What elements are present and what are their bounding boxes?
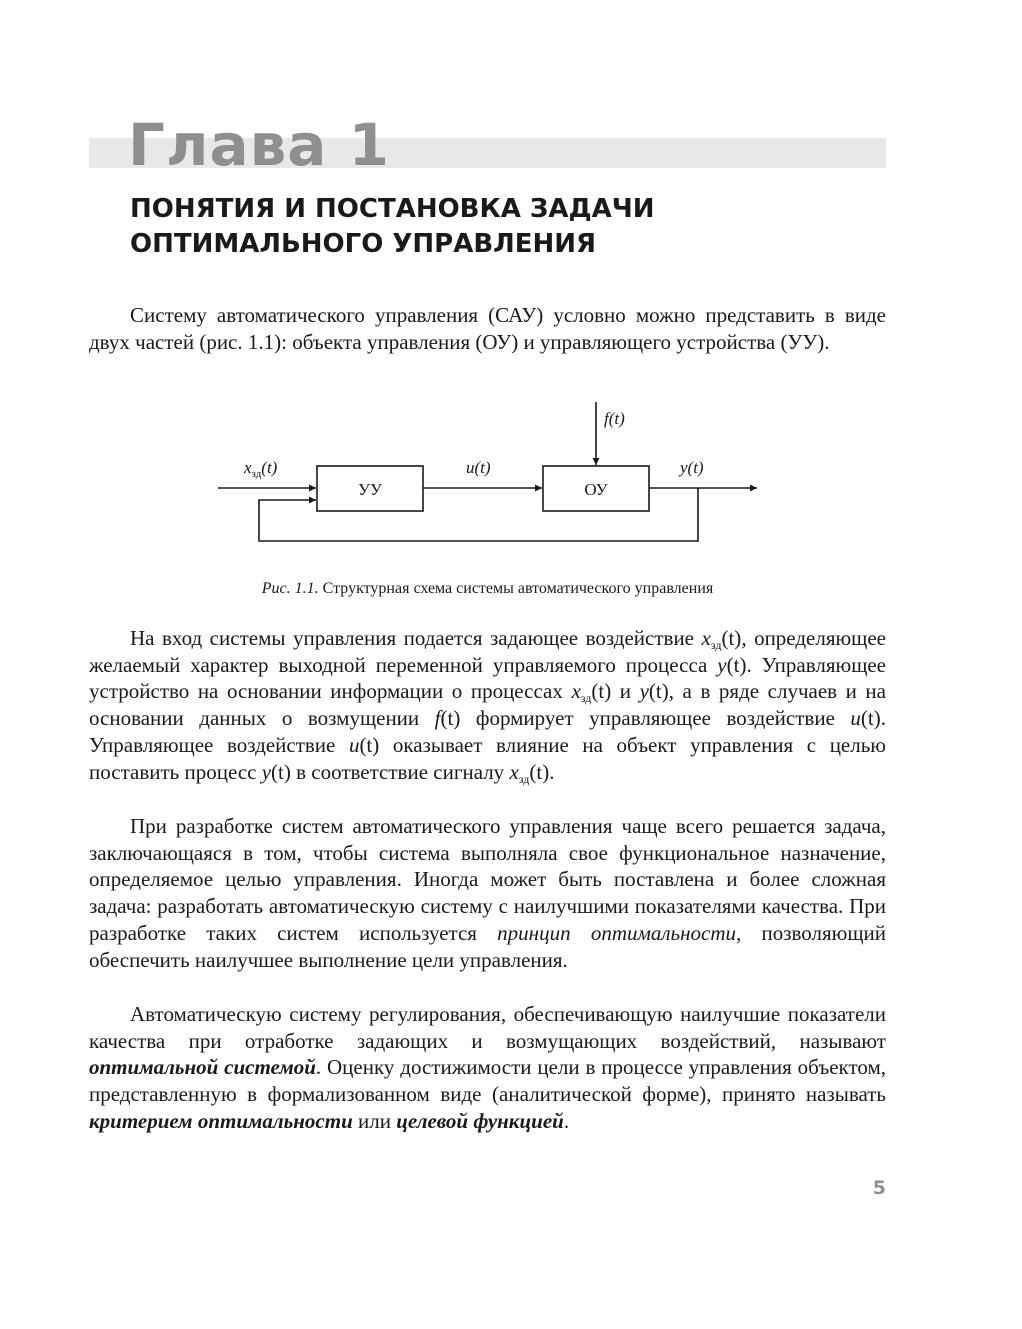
p2-text-8: оказывает влияние на объект управления с целью поставить процесс <box>89 732 886 784</box>
p4-text-1: Автоматическую систему регулирования, обеспечивающую наилучшие показатели качества при отработке задающих и возмущающих воздействий, называют <box>89 1002 886 1053</box>
p2-sub-zd: зд <box>580 691 592 706</box>
p3-text-1: При разработке систем автоматического управления чаще всего решается задача, заключающаяся в том, чтобы система выполняла свое функциональное назначение, определяемое целью управления. Иногда может быть поставлена и более сложная задача: разработать автоматическую систему с наилучшими показателями качества. При разработке таких систем используется <box>89 814 886 945</box>
p2-var-y: y <box>261 759 272 784</box>
disturbance-label: f(t) <box>604 409 625 428</box>
chapter-title-line1: ПОНЯТИЯ И ПОСТАНОВКА ЗАДАЧИ <box>130 194 655 224</box>
paragraph-inputs <box>89 625 886 785</box>
p2-var-x: x <box>701 626 711 650</box>
output-label: y(t) <box>680 458 704 477</box>
p2-arg: (t) <box>721 626 742 650</box>
p4-term-optimal-system: оптимальной системой <box>89 1055 316 1080</box>
p2-var-x: x <box>509 759 519 784</box>
p2-text-1: На вход системы управления подается задающее воздействие <box>130 626 702 650</box>
setpoint-label-arg: (t) <box>261 458 278 477</box>
p2-var-y: y <box>717 652 727 677</box>
p2-arg: (t) <box>440 706 461 731</box>
paragraph-optimality-principle <box>89 813 886 973</box>
p2-var-u: u <box>348 732 360 757</box>
p2-arg: (t) <box>726 652 747 677</box>
page-number: 5 <box>872 1177 886 1199</box>
p2-sub-zd: зд <box>518 771 530 786</box>
p2-text-5: , а в ряде случаев и на основании данных о возмущении <box>89 679 886 731</box>
setpoint-label-sub: зд <box>251 468 262 480</box>
paragraph-optimal-system <box>89 1001 886 1135</box>
figure-caption-text: Структурная схема системы автоматического управления <box>322 580 714 597</box>
p3-text-2: , позволяющий обеспечить наилучшее выполнение цели управления. <box>89 920 886 972</box>
p4-term-objective-function: целевой функцией <box>396 1108 564 1133</box>
p2-text-2: , определяющее желаемый характер выходной переменной управляемого процесса <box>89 626 886 677</box>
setpoint-label <box>243 458 278 480</box>
p2-sub-zd: зд <box>710 638 722 652</box>
figure-caption <box>89 578 886 600</box>
chapter-label: Глава 1 <box>128 111 390 179</box>
object-block-label: ОУ <box>584 480 608 499</box>
p2-arg: (t) <box>591 679 612 704</box>
p2-arg: (t) <box>271 759 291 784</box>
p2-text-10: . <box>549 759 555 784</box>
setpoint-label-var: x <box>244 458 252 477</box>
p4-text-2: . Оценку достижимости цели в процессе управления объектом, представленную в формализованном виде (аналитической форме), принято называть <box>89 1055 886 1107</box>
p2-text-4: и <box>611 679 640 704</box>
p2-arg: (t) <box>529 759 550 784</box>
control-label: u(t) <box>466 458 491 477</box>
p2-var-y: y <box>639 679 649 704</box>
figure-caption-label: Рис. 1.1. <box>261 580 319 597</box>
p2-arg: (t) <box>359 732 380 757</box>
p2-var-u: u <box>850 706 861 731</box>
p2-arg: (t) <box>860 706 881 731</box>
chapter-title-line2: ОПТИМАЛЬНОГО УПРАВЛЕНИЯ <box>130 229 597 259</box>
p2-text-7: . Управляющее воздействие <box>89 706 886 757</box>
paragraph-intro: Систему автоматического управления (САУ) условно можно представить в виде двух частей (рис. 1.1): объекта управления (ОУ) и управляющего устройства (УУ). <box>89 303 886 354</box>
p2-text-9: в соответствие сигналу <box>290 759 510 784</box>
controller-block-label: УУ <box>357 480 383 499</box>
p2-arg: (t) <box>648 679 669 704</box>
p2-text-3: . Управляющее устройство на основании информации о процессах <box>89 652 886 704</box>
p4-term-criterion: критерием оптимальности <box>89 1108 353 1133</box>
p2-text-6: формирует управляющее воздействие <box>460 706 851 731</box>
p4-text-4: . <box>563 1108 570 1133</box>
p2-var-f: f <box>434 706 441 731</box>
p3-term: принцип оптимальности <box>497 920 736 945</box>
p2-var-x: x <box>571 679 581 704</box>
p4-text-3: или <box>352 1108 397 1133</box>
